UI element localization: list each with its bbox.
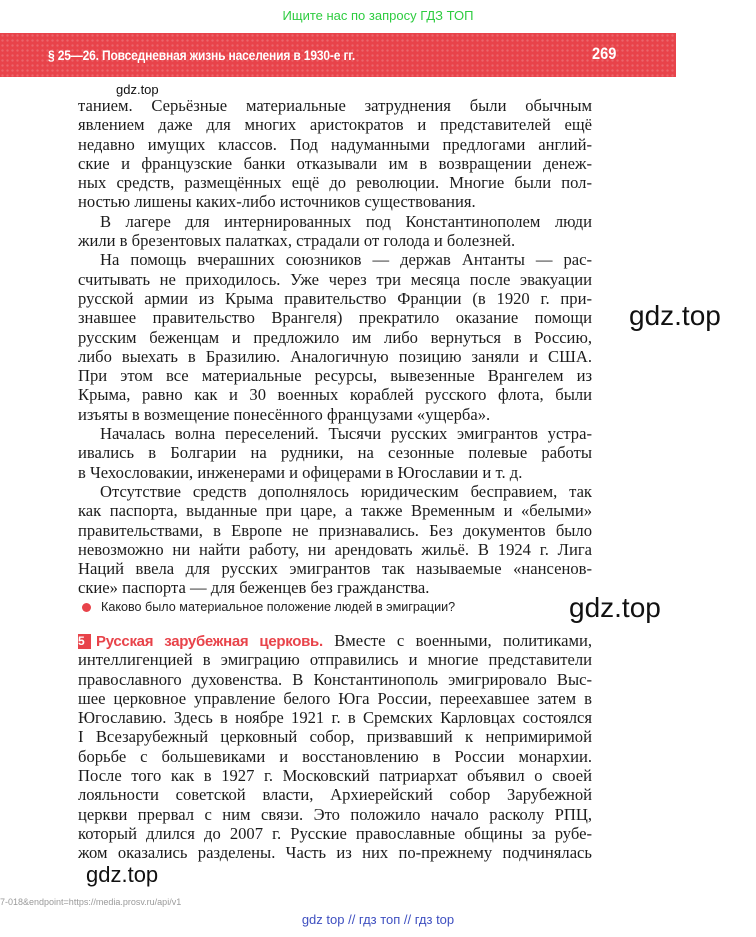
text-line: ивались в Болгарии на рудники, на сезонные полевые работы: [78, 443, 592, 463]
text-line: жом оказались разделены. Часть из них по-прежнему подчинялась: [78, 843, 592, 863]
text-line: либо выехать в Бразилию. Аналогичную позицию заняли и США.: [78, 346, 592, 366]
text-line: церкви прервал с ним связи. Это положило начало расколу РПЦ,: [78, 804, 592, 824]
question-bullet-icon: [82, 603, 91, 612]
text-line: в Чехословакии, инженерами и офицерами в Югославии и т. д.: [78, 462, 523, 482]
body-text: [78, 96, 592, 598]
text-line: невозможно ни найти работу, ни арендовать жильё. В 1924 г. Лига: [78, 539, 592, 559]
text-line: При этом все материальные ресурсы, вывезенные Врангелем из: [78, 366, 592, 386]
text-line: русским беженцам и предложило им либо вернуться в Россию,: [78, 327, 592, 347]
text-line: борьбе с большевиками и восстановлению в России монархии.: [78, 746, 592, 766]
text-line: Югославию. Здесь в ноябре 1921 г. в Сремских Карловцах состоялся: [78, 708, 592, 728]
text-line: русской армии из Крыма правительство Франции (в 1920 г. при-: [78, 288, 592, 308]
text-line: ных средств, размещённых ещё до революции. Многие были пол-: [78, 173, 592, 193]
footer-links[interactable]: gdz top // гдз топ // гдз top: [301, 912, 455, 927]
chapter-header-title: § 25—26. Повседневная жизнь населения в 1930-е гг.: [48, 47, 356, 63]
section-title: Русская зарубежная церковь.: [96, 633, 323, 650]
text-line: Наций ввела для русских эмигрантов так называемые «нансенов-: [78, 559, 592, 579]
text-line: изъяты в возмещение понесённого французами «ущерба».: [78, 404, 491, 424]
watermark-small: gdz.top: [116, 82, 159, 97]
text-line: I Всезарубежный церковный собор, призвавший к непримиримой: [78, 727, 592, 747]
page-number: 269: [592, 44, 617, 63]
text-line: интеллигенцией в эмиграцию отправились и многие представители: [78, 650, 592, 670]
review-question: [82, 600, 602, 614]
top-banner-link[interactable]: Ищите нас по запросу ГДЗ ТОП: [282, 8, 474, 23]
text-line: православного духовенства. В Константинополь эмигрировало Выс-: [78, 669, 592, 689]
text-line: который длился до 2007 г. Русские православные общины за рубе-: [78, 823, 592, 843]
text-line: На помощь вчерашних союзников — держав Антанты — рас-: [100, 250, 592, 270]
section-number-badge: 5: [78, 634, 91, 649]
section-heading-line: [78, 631, 592, 650]
text-line: ностью лишены каких-либо источников существования.: [78, 192, 476, 212]
section-first-line-text: Вместе с военными, политиками,: [334, 631, 592, 650]
text-line: знавшее правительство Врангеля) прекратило оказание помощи: [78, 308, 592, 328]
text-line: танием. Серьёзные материальные затруднения были обычным: [78, 96, 592, 115]
text-line: ские и французские банки отказывали им в возвращении денеж-: [78, 153, 592, 173]
section-5: [78, 631, 592, 863]
text-line: Отсутствие средств дополнялось юридическим бесправием, так: [100, 481, 592, 501]
text-line: лояльности советской власти, Архиерейский собор Зарубежной: [78, 785, 592, 805]
watermark-right-upper: gdz.top: [629, 300, 721, 331]
text-line: правительствами, в Европе не признавались. Без документов было: [78, 520, 592, 540]
text-line: После того как в 1927 г. Московский патриархат объявил о своей: [78, 766, 592, 786]
text-line: шее церковное управление белого Юга России, переехавшее затем в: [78, 688, 592, 708]
question-text: Каково было материальное положение людей в эмиграции?: [101, 600, 456, 614]
text-line: ские» паспорта — для беженцев без гражданства.: [78, 578, 430, 598]
url-fragment: 7-018&endpoint=https://media.prosv.ru/api/v1: [0, 897, 182, 907]
text-line: как паспорта, выданные при царе, а также Временным и «белыми»: [78, 501, 592, 521]
text-line: явлением даже для многих аристократов и представителей ещё: [78, 115, 592, 135]
text-line: Началась волна переселений. Тысячи русских эмигрантов устра-: [100, 424, 592, 444]
text-line: Крыма, равно как и 30 военных кораблей русского флота, были: [78, 385, 592, 405]
text-line: считывать не приходилось. Уже через три месяца после эвакуации: [78, 269, 592, 289]
text-line: жили в брезентовых палатках, страдали от голода и болезней.: [78, 231, 516, 251]
text-line: недавно имущих классов. Под надуманными предлогами англий-: [78, 134, 592, 154]
watermark-bottom: gdz.top: [86, 862, 159, 887]
text-line: В лагере для интернированных под Константинополем люди: [100, 211, 592, 231]
watermark-right-lower: gdz.top: [569, 592, 661, 623]
